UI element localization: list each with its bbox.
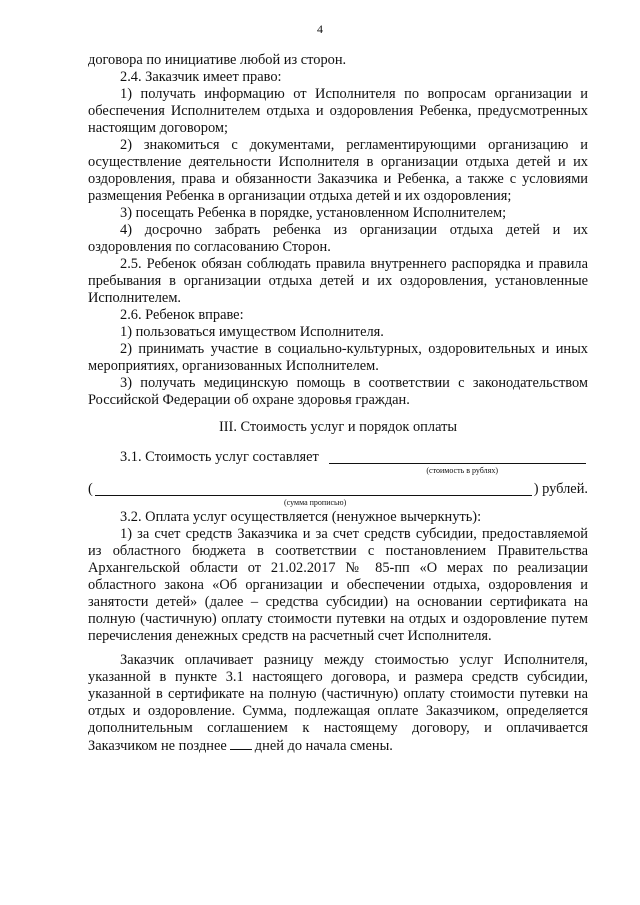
cost-caption: (стоимость в рублях) [426,466,498,475]
clause-2-6: 2.6. Ребенок вправе: [120,307,244,323]
final-paragraph [88,652,588,755]
page-number: 4 [317,22,323,36]
rubles-suffix: ) рублей. [533,481,588,497]
section-3-title: III. Стоимость услуг и порядок оплаты [218,419,458,435]
cost-words-blank-field[interactable] [95,481,532,496]
clause-2-4-3: 3) посещать Ребенка в порядке, установленном Исполнителем; [120,205,507,221]
clause-3-2-1: 1) за счет средств Заказчика и за счет средств субсидии, предоставляемой из областного бюджета в соответствии с постановлением Правительства Архангельской области от 21.02.2017 № 85-пп «О мерах по реализации областного закона «Об организации и обеспечении отдыха, оздоровления и занятости детей» (далее – средства субсидии) на основании сертификата на полную (частичную) оплату стоимости путевки на отдых и оздоровление путем перечисления денежных средств на расчетный счет Исполнителя. [88,526,588,644]
clause-2-4-1: 1) получать информацию от Исполнителя по вопросам организации и обеспечения Исполнителем отдыха и оздоровления Ребенка, предусмотренных настоящим договором; [88,86,588,136]
clause-2-4: 2.4. Заказчик имеет право: [120,69,282,85]
cost-words-line [88,481,588,498]
cost-line [88,449,588,466]
document-body [88,52,588,755]
clause-2-4-4: 4) досрочно забрать ребенка из организации отдыха детей и их оздоровления по согласованию Сторон. [88,222,588,255]
continuation-line: договора по инициативе любой из сторон. [88,52,347,68]
cost-blank-field[interactable] [329,449,586,464]
days-blank-field[interactable] [230,737,252,750]
clause-3-1-label: 3.1. Стоимость услуг составляет [120,449,319,465]
clause-3-2: 3.2. Оплата услуг осуществляется (ненужное вычеркнуть): [120,509,482,525]
clause-2-6-2: 2) принимать участие в социально-культурных, оздоровительных и иных мероприятиях, организованных Исполнителем. [88,341,588,374]
final-paragraph-end: дней до начала смены. [254,738,393,754]
clause-2-4-2: 2) знакомиться с документами, регламентирующими организацию и осуществление деятельности Исполнителя в организации отдыха детей и их оздоровления, права и обязанности Заказчика и Ребенка, а также с условиями размещения Ребенка в организации отдыха детей и их оздоровления; [88,137,588,204]
clause-2-6-3: 3) получать медицинскую помощь в соответствии с законодательством Российской Федерации об охране здоровья граждан. [88,375,588,408]
clause-2-6-1: 1) пользоваться имуществом Исполнителя. [120,324,384,340]
clause-2-5: 2.5. Ребенок обязан соблюдать правила внутреннего распорядка и правила пребывания в организации отдыха детей и их оздоровления, установленные Исполнителем. [88,256,588,306]
paren-open: ( [88,481,93,497]
words-caption: (сумма прописью) [284,498,347,507]
final-paragraph-text: Заказчик оплачивает разницу между стоимостью услуг Исполнителя, указанной в пункте 3.1 настоящего договора, и размера средств субсидии, указанной в сертификате на полную (частичную) оплату стоимости путевки на отдых и оздоровление. Сумма, подлежащая оплате Заказчиком, определяется дополнительным соглашением к настоящему договору, и оплачивается Заказчиком не позднее [88,652,588,754]
